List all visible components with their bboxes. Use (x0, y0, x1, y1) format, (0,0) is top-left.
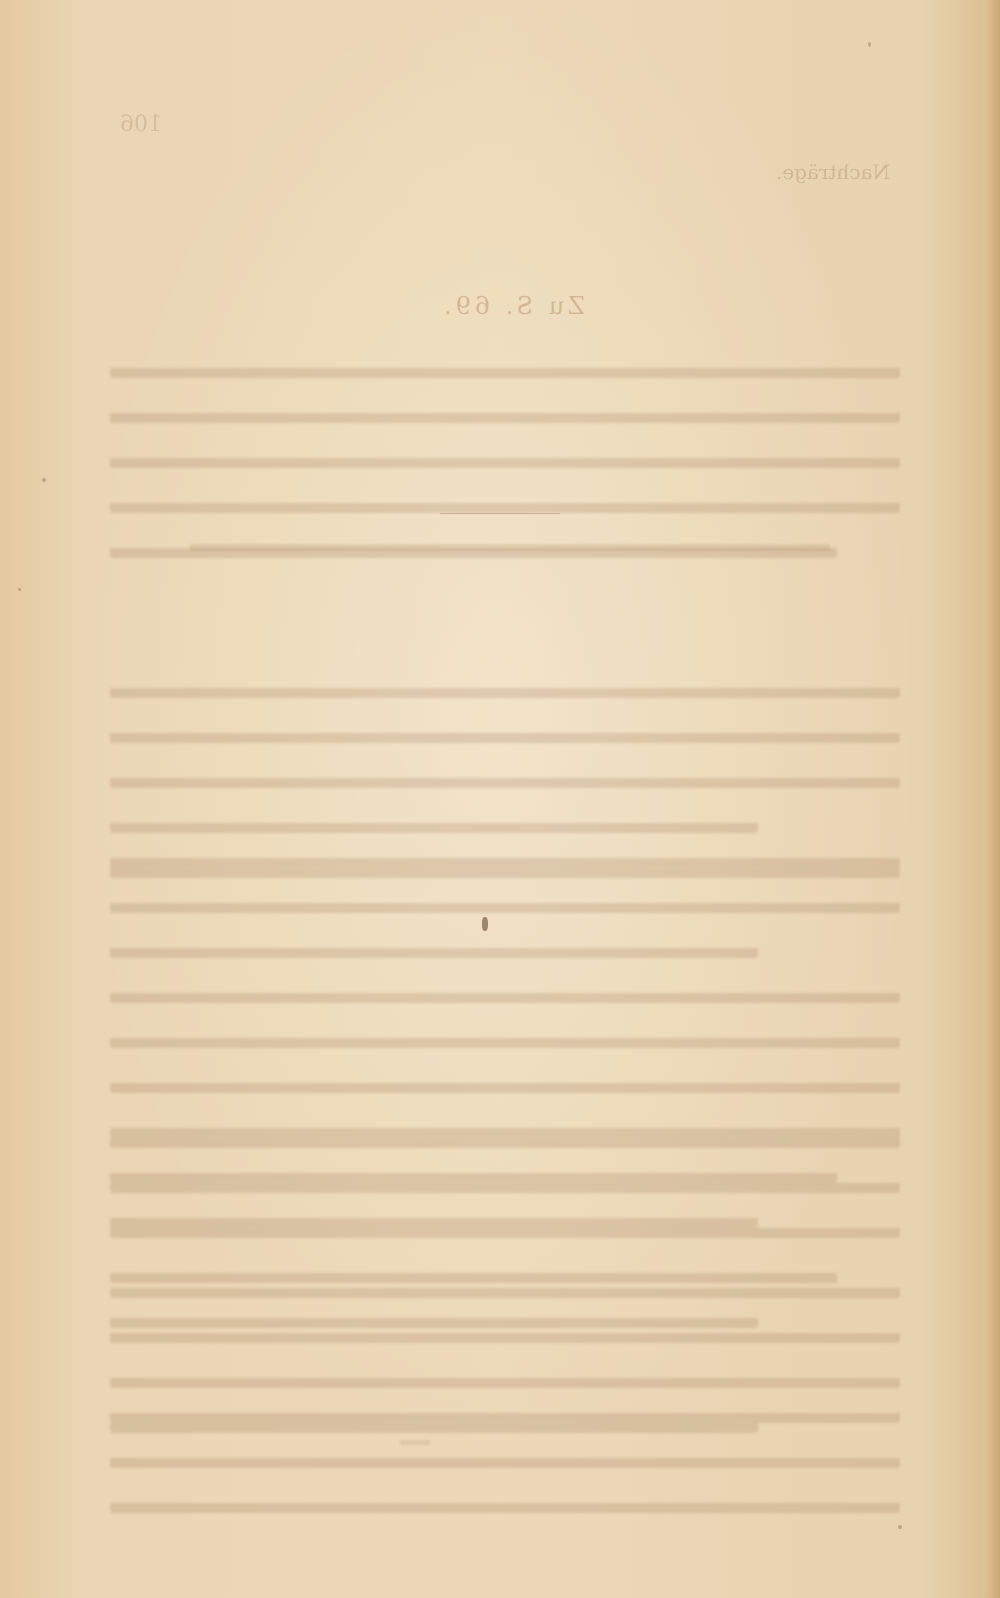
divider-rule (440, 513, 560, 514)
bottom-mark (400, 1430, 430, 1445)
page-edge (986, 0, 1000, 1598)
section-title: Zu S. 69. (440, 292, 585, 320)
page-number: 106 (120, 112, 162, 137)
paper-speck (42, 478, 46, 482)
paper-speck (898, 1525, 902, 1529)
paper-speck (868, 42, 871, 47)
paper-speck (18, 588, 21, 591)
text-block-6 (110, 1385, 900, 1520)
ink-mark (482, 917, 488, 931)
running-header: Nachträge. (775, 160, 890, 184)
citation-line (190, 530, 830, 551)
